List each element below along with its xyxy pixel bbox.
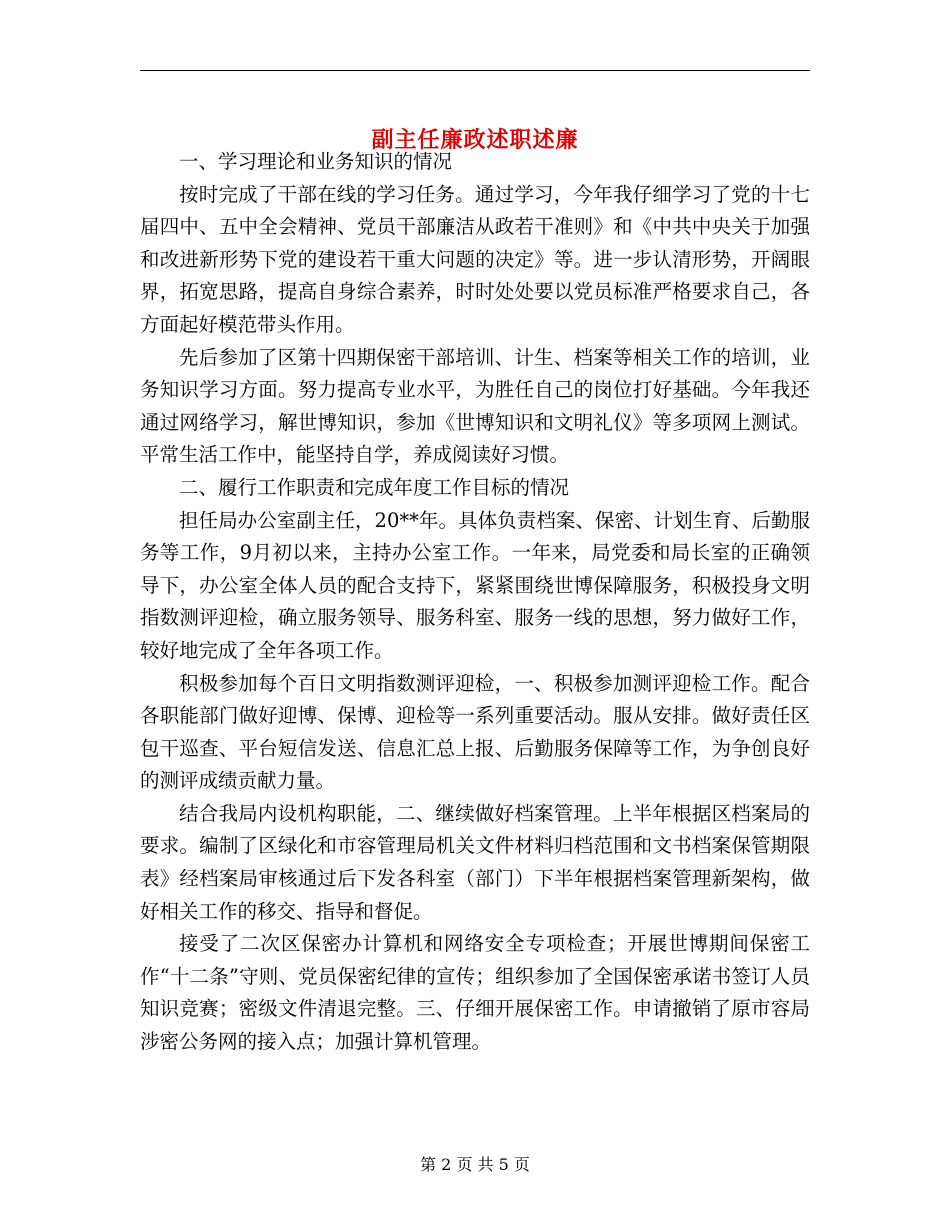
page-number: 第 2 页 共 5 页 xyxy=(420,1155,530,1174)
paragraph: 接受了二次区保密办计算机和网络安全专项检查；开展世博期间保密工作“十二条”守则、党员保密纪律的宣传；组织参加了全国保密承诺书签订人员知识竞赛；密级文件清退完整。三、仔细开展保密工作。申请撤销了原市容局涉密公务网的接入点；加强计算机管理。 xyxy=(140,932,810,1054)
paragraph: 担任局办公室副主任，20**年。具体负责档案、保密、计划生育、后勤服务等工作，9月初以来，主持办公室工作。一年来，局党委和局长室的正确领导下，办公室全体人员的配合支持下，紧紧围绕世博保障服务，积极投身文明指数测评迎检，确立服务领导、服务科室、服务一线的思想，努力做好工作，较好地完成了全年各项工作。 xyxy=(140,508,810,662)
paragraph: 积极参加每个百日文明指数测评迎检，一、积极参加测评迎检工作。配合各职能部门做好迎博、保博、迎检等一系列重要活动。服从安排。做好责任区包干巡查、平台短信发送、信息汇总上报、后勤服务保障等工作，为争创良好的测评成绩贡献力量。 xyxy=(140,671,810,793)
paragraph: 结合我局内设机构职能，二、继续做好档案管理。上半年根据区档案局的要求。编制了区绿化和市容管理局机关文件材料归档范围和文书档案保管期限表》经档案局审核通过后下发各科室（部门）下半年根据档案管理新架构，做好相关工作的移交、指导和督促。 xyxy=(140,801,810,923)
section-heading-1: 一、学习理论和业务知识的情况 xyxy=(179,150,453,173)
document-body xyxy=(140,146,810,1059)
paragraph: 按时完成了干部在线的学习任务。通过学习，今年我仔细学习了党的十七届四中、五中全会精神、党员干部廉洁从政若干准则》和《中共中央关于加强和改进新形势下党的建设若干重大问题的决定》等。进一步认清形势，开阔眼界，拓宽思路，提高自身综合素养，时时处处要以党员标准严格要求自己，各方面起好模范带头作用。 xyxy=(140,182,810,336)
document-title: 副主任廉政述职述廉 xyxy=(371,126,579,153)
section-heading-2: 二、履行工作职责和完成年度工作目标的情况 xyxy=(179,475,570,499)
paragraph: 先后参加了区第十四期保密干部培训、计生、档案等相关工作的培训，业务知识学习方面。努力提高专业水平，为胜任自己的岗位打好基础。今年我还通过网络学习，解世博知识，参加《世博知识和文明礼仪》等多项网上测试。平常生活工作中，能坚持自学，养成阅读好习惯。 xyxy=(140,345,810,467)
header-rule xyxy=(140,70,810,71)
